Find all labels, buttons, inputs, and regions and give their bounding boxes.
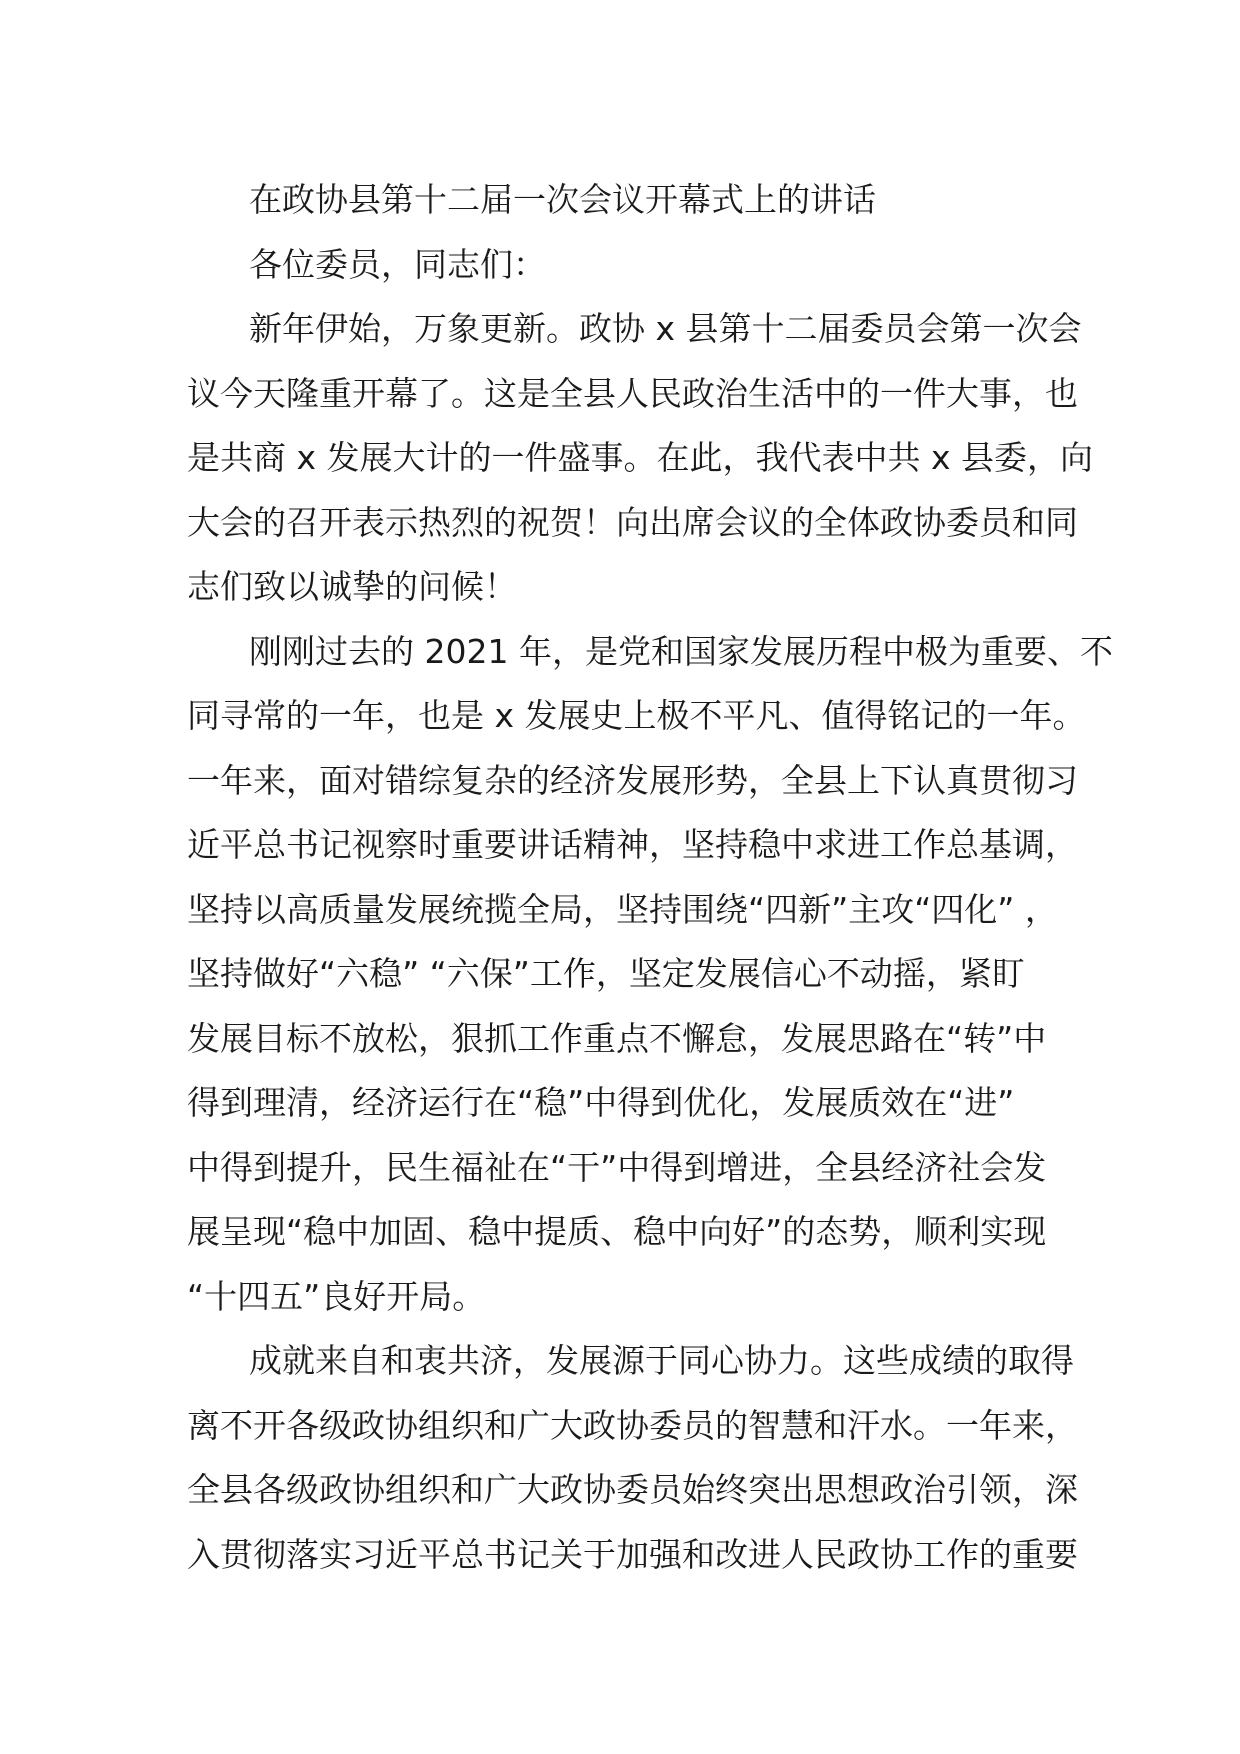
paragraph-2-line-2: 同寻常的一年，也是 x 发展史上极不平凡、值得铭记的一年。	[187, 696, 1086, 735]
paragraph-1-line-4: 大会的召开表示热烈的祝贺！向出席会议的全体政协委员和同	[187, 502, 1078, 542]
paragraph-3-line-2: 离不开各级政协组织和广大政协委员的智慧和汗水。一年来，	[187, 1405, 1078, 1445]
paragraph-1-line-3: 是共商 x 发展大计的一件盛事。在此，我代表中共 x 县委，向	[187, 438, 1094, 477]
salutation: 各位委员，同志们：	[249, 244, 546, 284]
paragraph-2-line-3: 一年来，面对错综复杂的经济发展形势，全县上下认真贯彻习	[187, 760, 1078, 800]
paragraph-2-line-6: 坚持做好“六稳” “六保”工作，坚定发展信心不动摇，紧盯	[187, 954, 1025, 993]
paragraph-3-line-3: 全县各级政协组织和广大政协委员始终突出思想政治引领，深	[187, 1470, 1078, 1509]
paragraph-2-line-4: 近平总书记视察时重要讲话精神，坚持稳中求进工作总基调，	[187, 825, 1078, 864]
paragraph-3-line-1: 成就来自和衷共济，发展源于同心协力。这些成绩的取得	[249, 1341, 1074, 1380]
paragraph-1-line-1: 新年伊始，万象更新。政协 x 县第十二届委员会第一次会	[249, 309, 1082, 348]
paragraph-2-line-1: 刚刚过去的 2021 年，是党和国家发展历程中极为重要、不	[249, 631, 1113, 671]
paragraph-1-line-5: 志们致以诚挚的问候！	[187, 567, 517, 606]
paragraph-3-line-4: 入贯彻落实习近平总书记关于加强和改进人民政协工作的重要	[187, 1534, 1078, 1574]
paragraph-1-line-2: 议今天隆重开幕了。这是全县人民政治生活中的一件大事，也	[187, 373, 1078, 413]
paragraph-2-line-10: 展呈现“稳中加固、稳中提质、稳中向好”的态势，顺利实现	[187, 1212, 1047, 1251]
paragraph-2-line-8: 得到理清，经济运行在“稳”中得到优化，发展质效在“进”	[187, 1083, 1015, 1122]
paragraph-2-line-11: “十四五”良好开局。	[187, 1276, 486, 1316]
document-body	[187, 168, 1113, 1587]
document-title: 在政协县第十二届一次会议开幕式上的讲话	[249, 180, 876, 219]
paragraph-2-line-7: 发展目标不放松，狠抓工作重点不懈怠，发展思路在“转”中	[187, 1018, 1047, 1058]
paragraph-2-line-9: 中得到提升，民生福祉在“干”中得到增进，全县经济社会发	[187, 1147, 1047, 1187]
paragraph-2-line-5: 坚持以高质量发展统揽全局，坚持围绕“四新”主攻“四化” ，	[187, 889, 1058, 929]
